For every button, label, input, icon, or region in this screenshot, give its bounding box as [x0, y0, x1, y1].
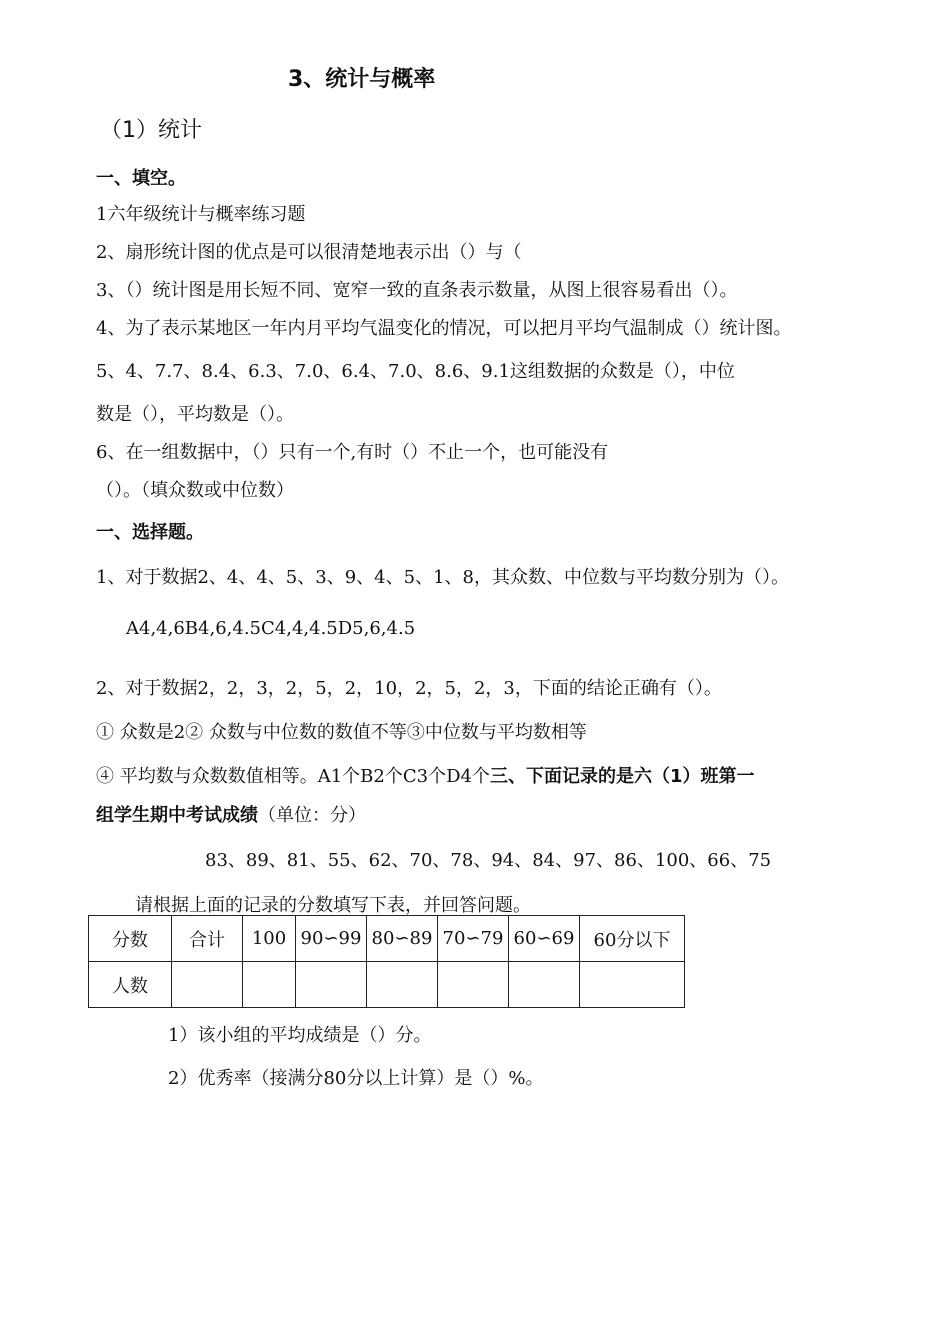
choice-question-2-options	[96, 766, 755, 788]
subtitle: （1）统计	[100, 118, 202, 143]
section-record-heading-part2: 组学生期中考试成绩	[96, 805, 258, 826]
table-cell-empty[interactable]	[509, 962, 580, 1008]
table-cell-header: 90∽99	[296, 916, 367, 962]
choice-question-1: 1、对于数据2、4、4、5、3、9、4、5、1、8，其众数、中位数与平均数分别为（）。	[96, 567, 789, 588]
choice-question-1-options: A4,4,6B4,6,4.5C4,4,4.5D5,6,4.5	[126, 618, 416, 639]
score-list: 83、89、81、55、62、70、78、94、84、97、86、100、66、75	[205, 850, 772, 871]
fill-blank-item: 5、4、7.7、8.4、6.3、7.0、6.4、7.0、8.6、9.1这组数据的众数是（），中位	[96, 361, 735, 382]
table-cell-header: 合计	[172, 916, 243, 962]
table-cell-empty[interactable]	[438, 962, 509, 1008]
choice-question-2: 2、对于数据2，2，3，2，5，2，10，2，5，2，3，下面的结论正确有（）。	[96, 678, 722, 699]
section-record-heading-part1: 三、下面记录的是六（1）班第一	[489, 766, 755, 787]
table-cell-empty[interactable]	[367, 962, 438, 1008]
fill-blank-item: 3、（）统计图是用长短不同、宽窄一致的直条表示数量，从图上很容易看出（）。	[96, 280, 738, 301]
table-row	[89, 962, 685, 1008]
table-cell-header: 分数	[89, 916, 172, 962]
table-cell-header: 60∽69	[509, 916, 580, 962]
question-excellent-rate: 2）优秀率（接满分80分以上计算）是（）%。	[168, 1068, 544, 1089]
score-table	[88, 915, 685, 1008]
table-header-row	[89, 916, 685, 962]
table-cell-header: 60分以下	[580, 916, 685, 962]
table-cell-header: 100	[243, 916, 296, 962]
fill-blank-item: 数是（），平均数是（）。	[96, 404, 294, 425]
table-cell-empty[interactable]	[172, 962, 243, 1008]
fill-blank-item: 6、在一组数据中，（）只有一个,有时（）不止一个，也可能没有	[96, 442, 609, 463]
table-cell-empty[interactable]	[243, 962, 296, 1008]
table-cell-header: 70∽79	[438, 916, 509, 962]
question-average: 1）该小组的平均成绩是（）分。	[168, 1025, 432, 1046]
table-row-label: 人数	[89, 962, 172, 1008]
fill-blank-item: 4、为了表示某地区一年内月平均气温变化的情况，可以把月平均气温制成（）统计图。	[96, 318, 792, 339]
fill-blank-item: 2、扇形统计图的优点是可以很清楚地表示出（）与（	[96, 242, 522, 263]
choice-question-2-statements: ① 众数是2② 众数与中位数的数值不等③中位数与平均数相等	[96, 722, 587, 743]
table-cell-empty[interactable]	[296, 962, 367, 1008]
section-fill-blank-heading: 一、填空。	[96, 168, 186, 189]
table-cell-header: 80∽89	[367, 916, 438, 962]
section-choice-heading: 一、选择题。	[96, 522, 204, 543]
fill-blank-item: 1六年级统计与概率练习题	[96, 204, 306, 225]
section-record-heading-line2	[96, 805, 366, 827]
choice-question-2-option-text: ④ 平均数与众数数值相等。A1个B2个C3个D4个	[96, 766, 490, 787]
unit-label: （单位：分）	[258, 805, 366, 826]
table-cell-empty[interactable]	[580, 962, 685, 1008]
fill-blank-item: （）。（填众数或中位数）	[96, 480, 294, 501]
page-title: 3、统计与概率	[288, 67, 436, 92]
table-instruction: 请根据上面的记录的分数填写下表，并回答问题。	[135, 895, 531, 916]
